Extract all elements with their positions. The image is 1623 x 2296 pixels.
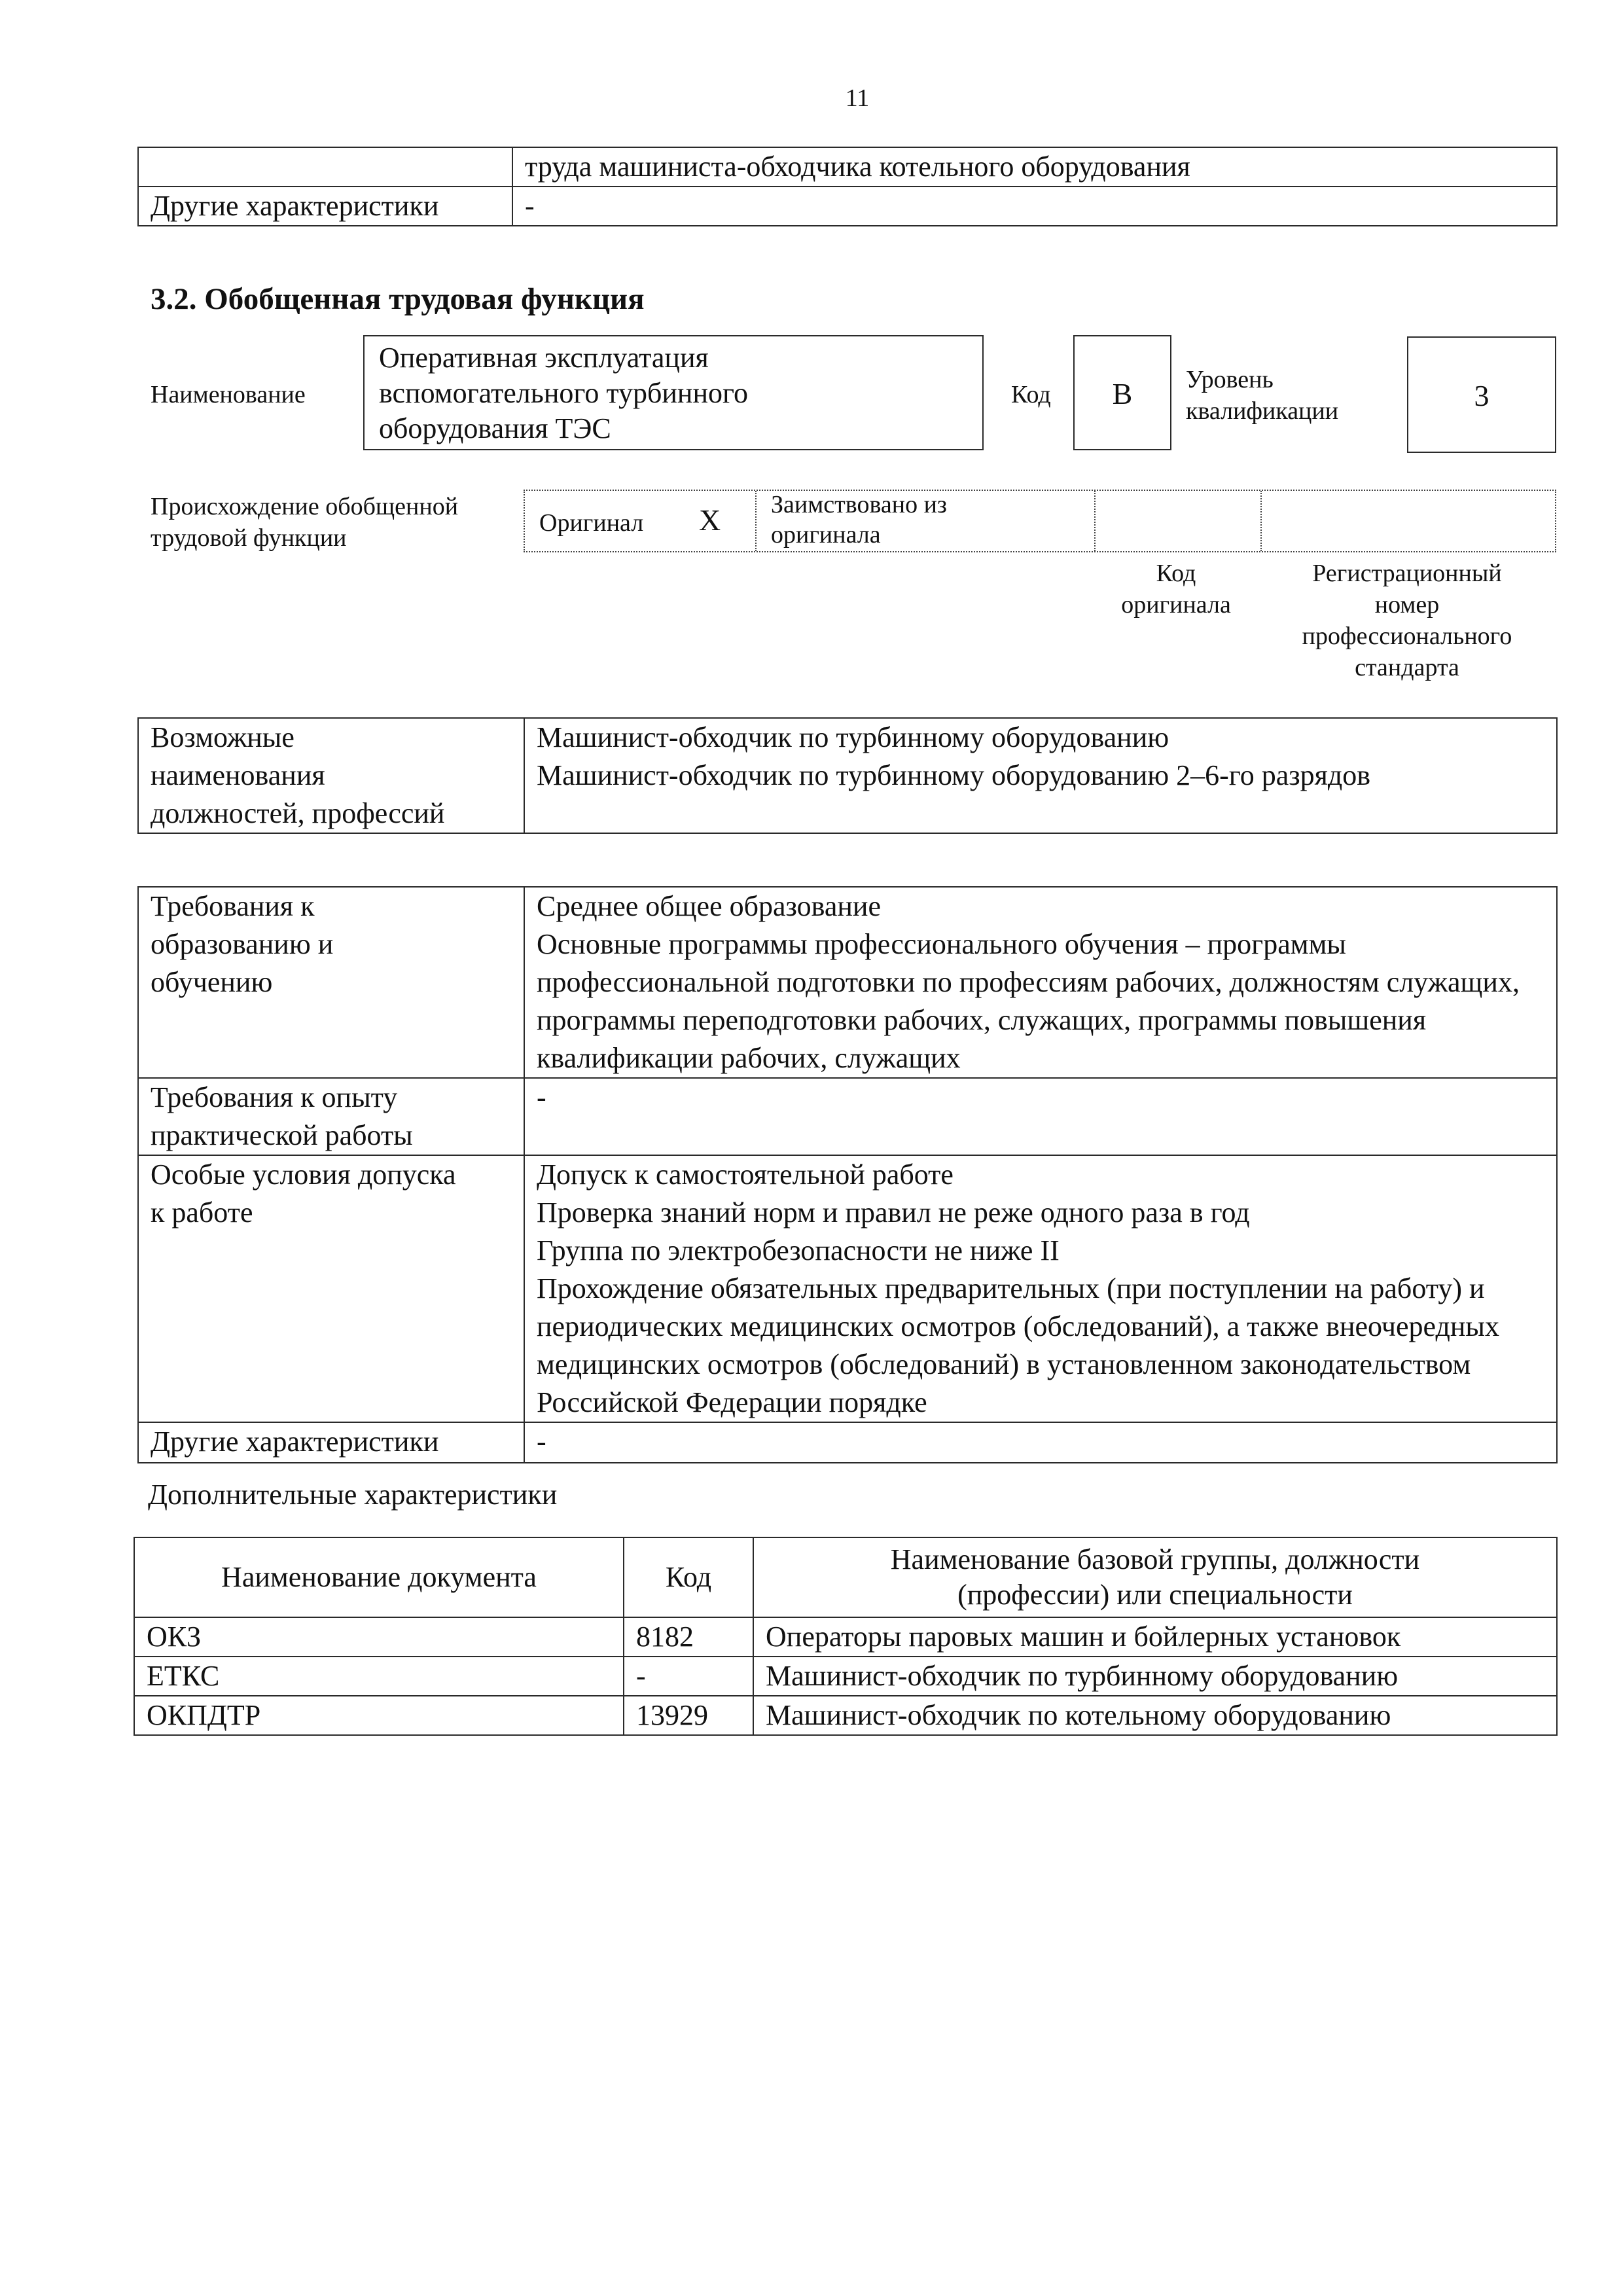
code-original-caption: Код оригинала xyxy=(1121,560,1231,619)
header-base-group: Наименование базовой группы, должности (профессии) или специальности xyxy=(753,1537,1557,1617)
additional-table xyxy=(134,1537,1558,1736)
continuation-value: труда машиниста-обходчика котельного оборудования xyxy=(512,147,1557,187)
origin-label: Происхождение обобщенной трудовой функции xyxy=(151,493,459,552)
additional-title: Дополнительные характеристики xyxy=(148,1479,558,1511)
origin-table xyxy=(524,490,1556,552)
doc-cell: ОКПДТР xyxy=(134,1696,624,1735)
continuation-table xyxy=(137,147,1558,226)
code-cell: 8182 xyxy=(624,1617,753,1657)
experience-value: - xyxy=(524,1078,1557,1155)
table-row xyxy=(134,1657,1557,1696)
positions-value: Машинист-обходчик по турбинному оборудованию Машинист-обходчик по турбинному оборудованию 2–6-го разрядов xyxy=(524,718,1557,833)
table-row xyxy=(134,1696,1557,1735)
other-value: - xyxy=(524,1422,1557,1463)
doc-cell: ЕТКС xyxy=(134,1657,624,1696)
code-cell: 13929 xyxy=(624,1696,753,1735)
page-number: 11 xyxy=(845,84,870,112)
doc-cell: ОКЗ xyxy=(134,1617,624,1657)
code-label: Код xyxy=(1011,381,1051,408)
education-value: Среднее общее образование Основные программы профессионального обучения – программы профессиональной подготовки по профессиям рабочих, должностям служащих, программы переподготовки рабочих, служащих, программы повышения квалификации рабочих, служащих xyxy=(524,887,1557,1078)
other-label: Другие характеристики xyxy=(138,1422,524,1463)
original-mark: X xyxy=(699,503,721,537)
experience-label: Требования к опыту практической работы xyxy=(138,1078,524,1155)
reg-number-caption: Регистрационный номер профессионального стандарта xyxy=(1302,560,1512,681)
requirements-table xyxy=(137,886,1558,1463)
other-characteristics-value: - xyxy=(512,187,1557,226)
other-characteristics-label: Другие характеристики xyxy=(138,187,512,226)
name-label: Наименование xyxy=(151,381,306,408)
code-value: B xyxy=(1073,335,1171,450)
level-value: 3 xyxy=(1407,336,1556,453)
name-cell: Машинист-обходчик по котельному оборудованию xyxy=(753,1696,1557,1735)
positions-label: Возможные наименования должностей, профессий xyxy=(138,718,524,833)
name-value: Оперативная эксплуатация вспомогательного турбинного оборудования ТЭС xyxy=(363,335,984,450)
positions-table xyxy=(137,717,1558,834)
level-label: Уровень квалификации xyxy=(1186,366,1339,425)
origin-divider xyxy=(755,491,757,551)
section-title: 3.2. Обобщенная трудовая функция xyxy=(151,282,645,316)
table-row xyxy=(134,1617,1557,1657)
admission-value: Допуск к самостоятельной работе Проверка знаний норм и правил не реже одного раза в год Группа по электробезопасности не ниже II Прохождение обязательных предварительных (при поступлении на работу) и периодических медицинских осмотров (обследований), а также внеочередных медицинских осмотров (обследований) в установленном законодательством Российской Федерации порядке xyxy=(524,1155,1557,1422)
header-document: Наименование документа xyxy=(134,1537,624,1617)
origin-divider xyxy=(1094,491,1096,551)
borrowed-label: Заимствовано из оригинала xyxy=(771,491,947,548)
admission-label: Особые условия допуска к работе xyxy=(138,1155,524,1422)
name-cell: Машинист-обходчик по турбинному оборудованию xyxy=(753,1657,1557,1696)
education-label: Требования к образованию и обучению xyxy=(138,887,524,1078)
continuation-empty-cell xyxy=(138,147,512,187)
code-cell: - xyxy=(624,1657,753,1696)
name-cell: Операторы паровых машин и бойлерных установок xyxy=(753,1617,1557,1657)
original-label: Оригинал xyxy=(539,509,644,537)
header-code: Код xyxy=(624,1537,753,1617)
origin-code-cell xyxy=(1260,491,1262,551)
